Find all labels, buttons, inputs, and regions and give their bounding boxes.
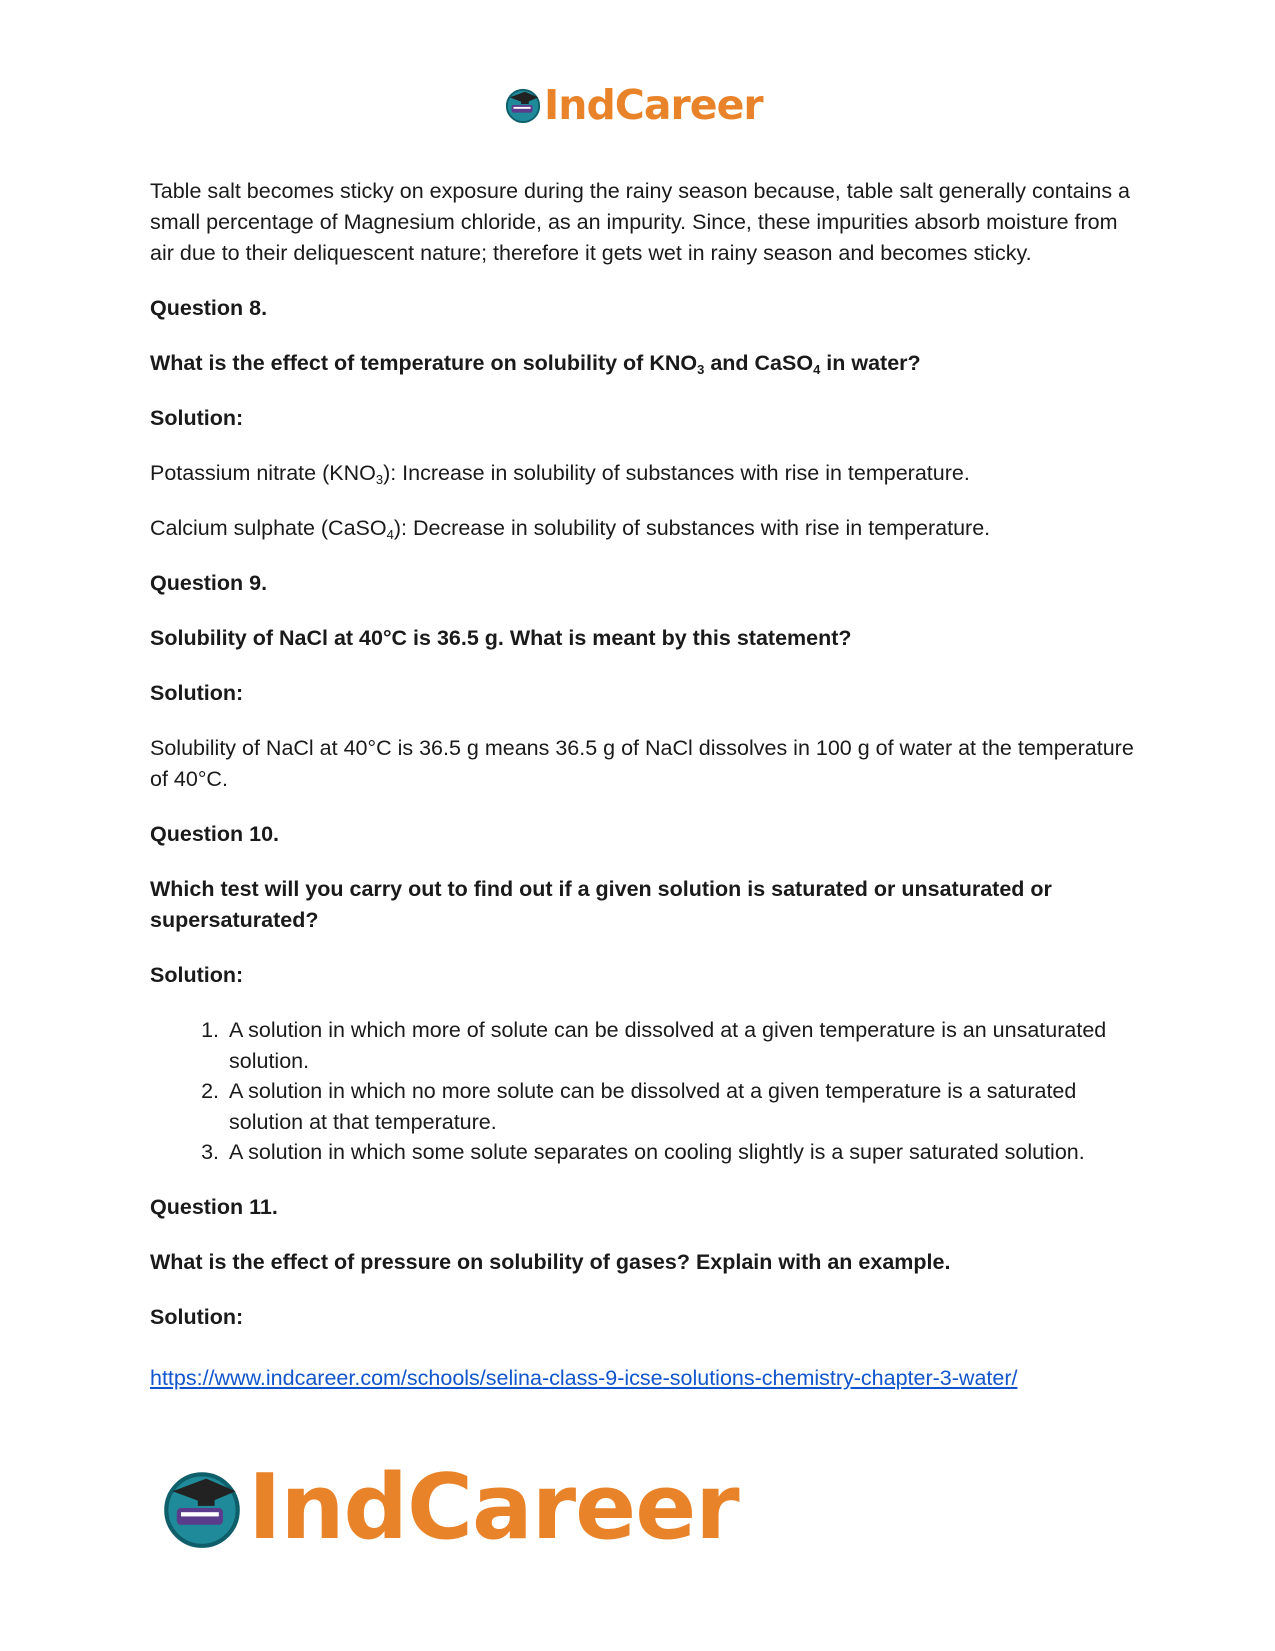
intro-paragraph: Table salt becomes sticky on exposure during the rainy season because, table salt generally contains a small percentage of Magnesium chloride, as an impurity. Since, these impurities absorb moisture from air due to their deliquescent nature; therefore it gets wet in rainy season and becomes sticky. — [150, 179, 1131, 265]
question-10-label: Question 10. — [150, 822, 280, 846]
list-item: 2. A solution in which no more solute can be dissolved at a given temperature is a saturated solution at that temperature. — [225, 1076, 1140, 1137]
footer-logo — [160, 1455, 739, 1560]
question-9-label: Question 9. — [150, 571, 268, 595]
solution-10-label: Solution: — [150, 963, 244, 987]
brand-name: IndCareer — [248, 1455, 739, 1560]
list-item: 1. A solution in which more of solute can be dissolved at a given temperature is an unsaturated solution. — [225, 1015, 1140, 1076]
solution-8-line-2: Calcium sulphate (CaSO$_4$): Decrease in solubility of substances with rise in temperature. — [150, 516, 991, 542]
source-link[interactable]: https://www.indcareer.com/schools/selina-class-9-icse-solutions-chemistry-chapter-3-water/ — [150, 1365, 1018, 1390]
solution-8-line-1: Potassium nitrate $(KNO_3)$: Increase in solubility of substances with rise in temperature. — [150, 461, 970, 487]
solution-9-text: Solubility of NaCl at 40°C is 36.5 g means 36.5 g of NaCl dissolves in 100 g of water at the temperature of 40°C. — [150, 736, 1134, 791]
graduation-globe-icon — [160, 1466, 244, 1550]
question-11-text: What is the effect of pressure on solubility of gases? Explain with an example. — [150, 1249, 951, 1274]
question-9-text: Solubility of NaCl at 40°C is 36.5 g. What is meant by this statement? — [150, 626, 852, 650]
document-body — [150, 176, 1140, 1394]
solution-10-list — [150, 1015, 1140, 1168]
brand-name: IndCareer — [544, 81, 763, 129]
graduation-globe-icon — [504, 86, 542, 124]
solution-9-label: Solution: — [150, 681, 244, 705]
question-8-label: Question 8. — [150, 296, 268, 320]
question-8-text: What is the effect of temperature on solubility of $KNO_3$ and CaSO$_4$ in water? — [150, 351, 921, 377]
question-11-label: Question 11. — [150, 1194, 278, 1219]
header-logo — [504, 76, 763, 134]
solution-11-label: Solution: — [150, 1304, 244, 1329]
solution-8-label: Solution: — [150, 406, 244, 430]
list-item: 3. A solution in which some solute separates on cooling slightly is a super saturated solution. — [225, 1137, 1140, 1168]
question-10-text: Which test will you carry out to find out if a given solution is saturated or unsaturated or supersaturated? — [150, 877, 1052, 932]
